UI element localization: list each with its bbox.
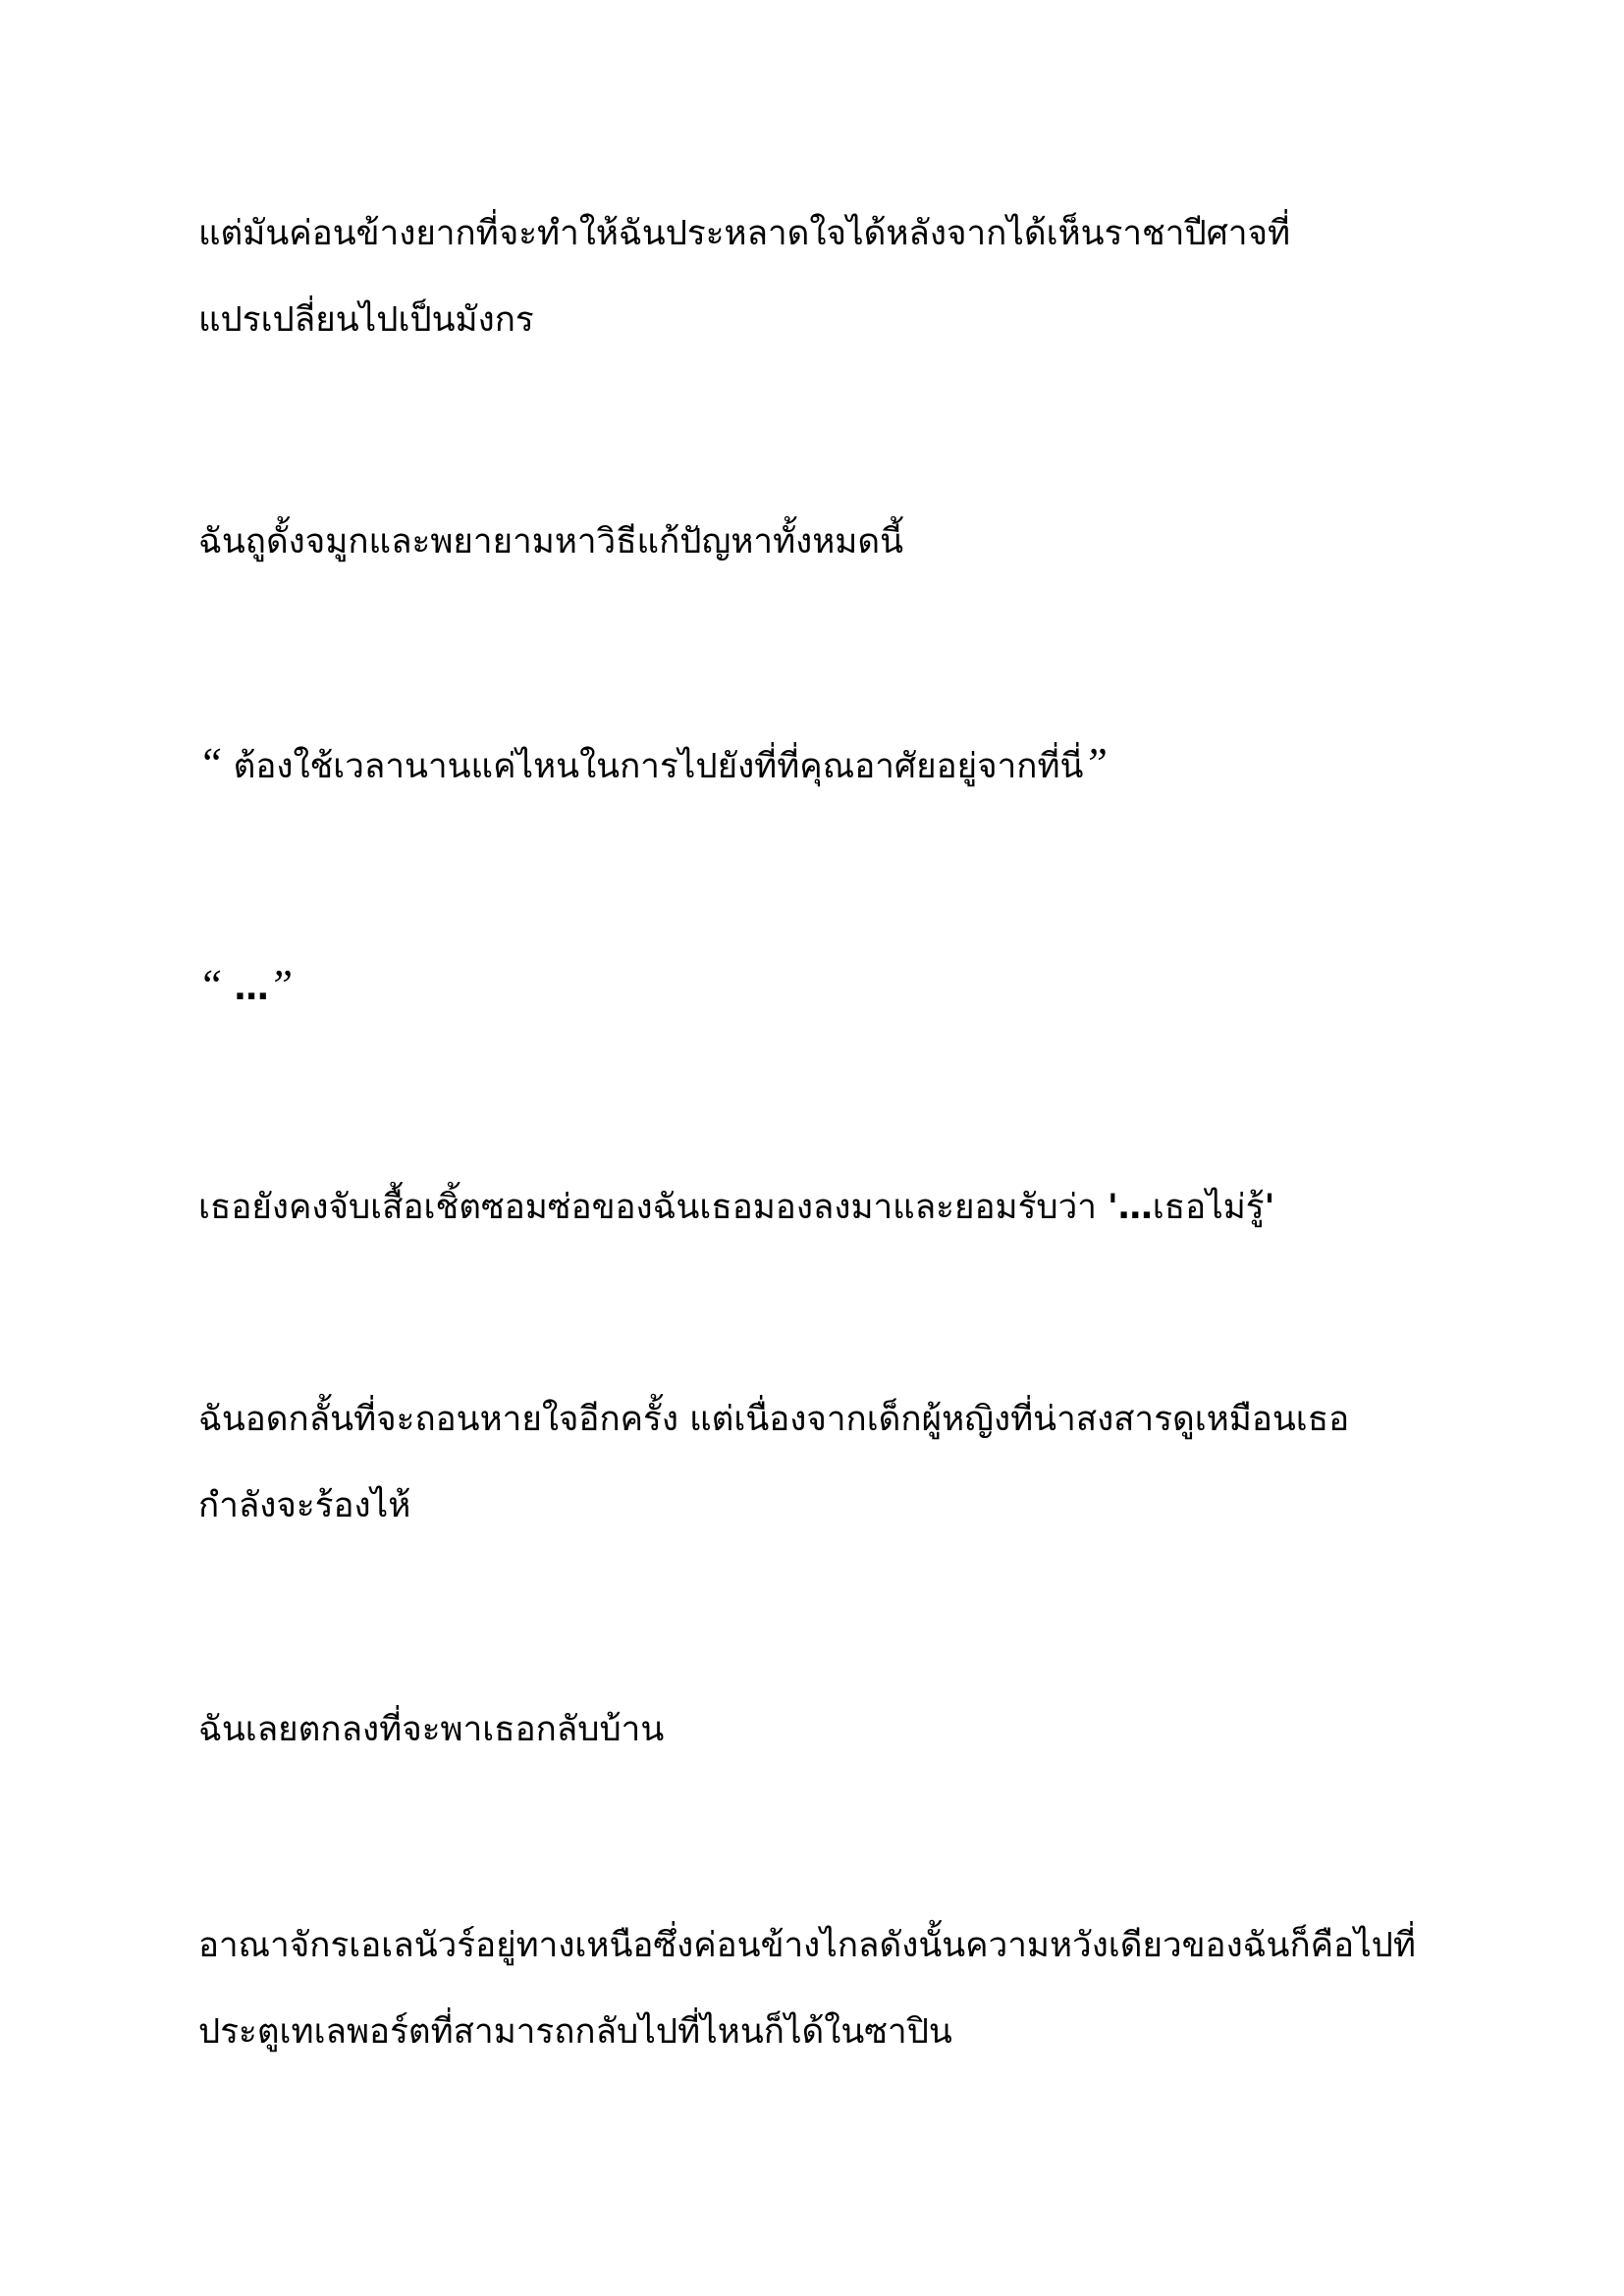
paragraph-2: ฉันถูดั้งจมูกและพยายามหาวิธีแก้ปัญหาทั้งหมดนี้ [198,522,904,561]
paragraph-1-line-1: แต่มันค่อนข้างยากที่จะทำให้ฉันประหลาดใจได้หลังจากได้เห็นราชาปีศาจที่ [198,214,1291,253]
inner-quote-close: ' [1264,1188,1275,1227]
paragraph-3-dialogue [198,740,1108,790]
close-quote-mark: ” [1083,739,1108,787]
inner-quote-text: เธอไม่รู้ [1152,1188,1265,1227]
paragraph-1-line-2: แปรเปลี่ยนไปเป็นมังกร [198,300,534,340]
open-quote-mark: “ [198,961,223,1009]
paragraph-8-line-1: อาณาจักรเอเลนัวร์อยู่ทางเหนือซึ่งค่อนข้างไกลดังนั้นความหวังเดียวของฉันก็คือไปที่ [198,1926,1416,1965]
paragraph-4-dialogue [198,962,293,1012]
inner-quote-open: ' [1108,1188,1118,1227]
paragraph-5 [198,1184,1274,1231]
paragraph-6-line-1: ฉันอดกลั้นที่จะถอนหายใจอีกครั้ง แต่เนื่องจากเด็กผู้หญิงที่น่าสงสารดูเหมือนเธอ [198,1400,1350,1439]
ellipsis-text: … [222,969,269,1008]
open-quote-mark: “ [198,739,223,787]
paragraph-8-line-2: ประตูเทเลพอร์ตที่สามารถกลับไปที่ไหนก็ได้ในซาปิน [198,2012,952,2052]
paragraph-7: ฉันเลยตกลงที่จะพาเธอกลับบ้าน [198,1710,665,1749]
paragraph-5-lead: เธอยังคงจับเสื้อเชิ้ตซอมซ่อของฉันเธอมองลงมาและยอมรับว่า [198,1188,1109,1227]
dialogue-text: ต้องใช้เวลานานแค่ไหนในการไปยังที่ที่คุณอาศัยอยู่จากที่นี่ [222,747,1084,786]
paragraph-6-line-2: กำลังจะร้องไห้ [198,1486,411,1525]
close-quote-mark: ” [268,961,294,1009]
inner-quote-ellipsis: … [1117,1188,1153,1227]
